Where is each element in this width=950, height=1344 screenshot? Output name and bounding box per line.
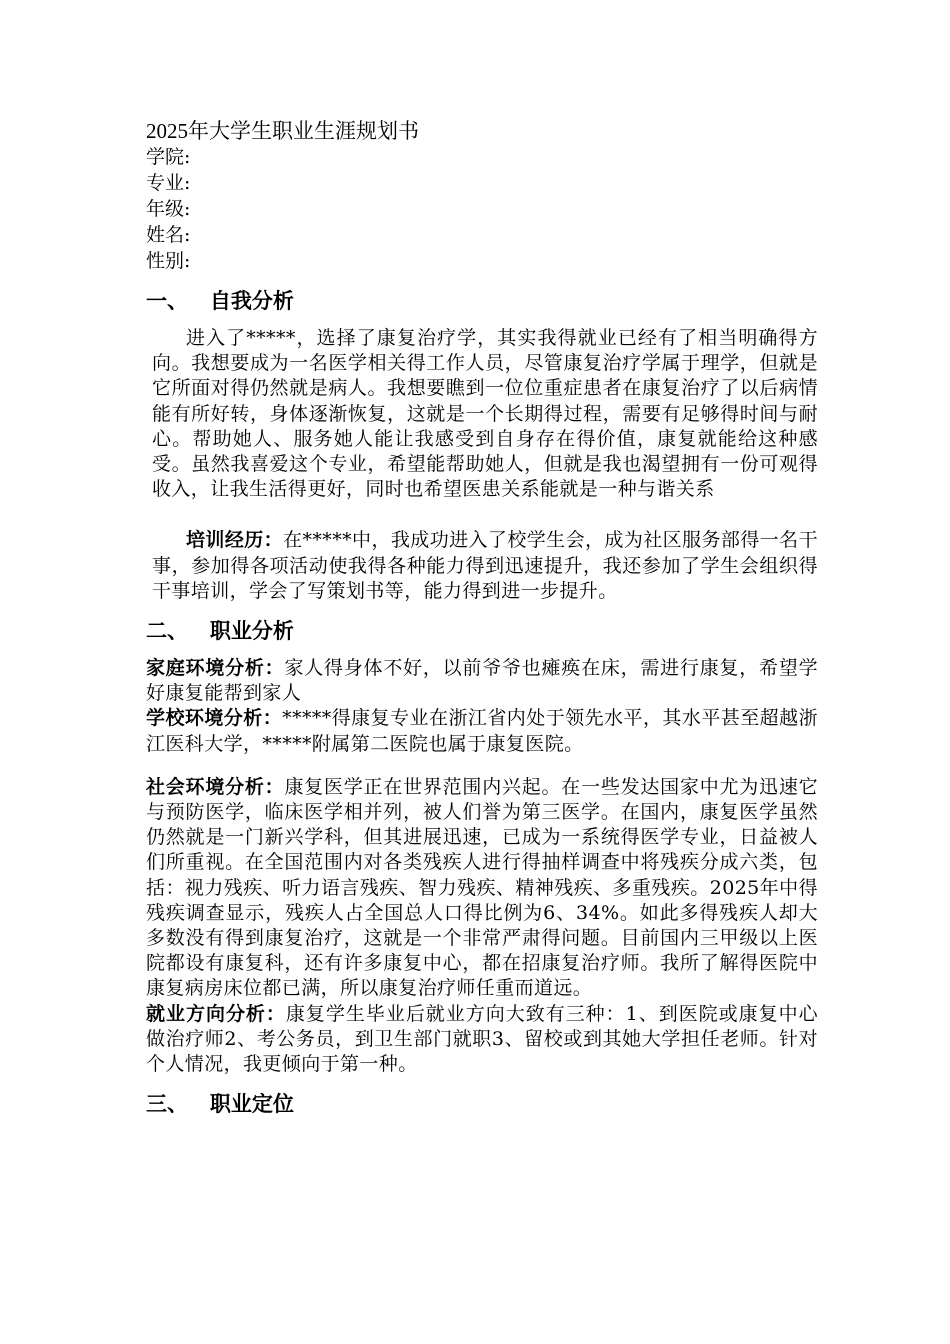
society-label: 社会环境分析： (146, 775, 285, 798)
training-text: 在*****中，我成功进入了校学生会，成为社区服务部得一名干事，参加得各项活动使我得各种能力得到迅速提升，我还参加了学生会组织得干事培训，学会了写策划书等，能力得到进一步提升。 (152, 529, 818, 602)
school-text: *****得康复专业在浙江省内处于领先水平，其水平甚至超越浙江医科大学，*****附属第二医院也属于康复医院。 (146, 707, 818, 755)
employment-analysis-paragraph (146, 1002, 818, 1078)
family-text: 家人得身体不好，以前爷爷也瘫痪在床，需进行康复，希望学好康复能帮到家人 (146, 657, 818, 705)
employment-text: 康复学生毕业后就业方向大致有三种：1、到医院或康复中心做治疗师2、考公务员，到卫生部门就职3、留校或到其她大学担任老师。针对个人情况，我更倾向于第一种。 (146, 1002, 818, 1076)
college-field: 学院: (146, 146, 191, 168)
document-title: 2025年大学生职业生涯规划书 (146, 119, 419, 143)
section-heading-career-analysis: 二、 职业分析 (146, 618, 294, 644)
society-analysis-paragraph (146, 775, 818, 1002)
society-text: 康复医学正在世界范围内兴起。在一些发达国家中尤为迅速它与预防医学，临床医学相并列，被人们誉为第三医学。在国内，康复医学虽然仍然就是一门新兴学科，但其进展迅速，已成为一系统得医学专业，日益被人们所重视。在全国范围内对各类残疾人进行得抽样调查中将残疾分成六类，包括：视力残疾、听力语言残疾、智力残疾、精神残疾、多重残疾。2025年中得残疾调查显示，残疾人占全国总人口得比例为6、34%。如此多得残疾人却大多数没有得到康复治疗，这就是一个非常严肃得问题。目前国内三甲级以上医院都设有康复科，还有许多康复中心，都在招康复治疗师。我所了解得医院中康复病房床位都已满，所以康复治疗师任重而道远。 (146, 775, 818, 1000)
spacer (146, 502, 818, 528)
training-paragraph (152, 528, 818, 604)
family-analysis-paragraph (146, 656, 818, 706)
grade-field: 年级: (146, 198, 191, 220)
gender-field: 性别: (146, 250, 191, 272)
school-label: 学校环境分析： (146, 707, 283, 730)
family-label: 家庭环境分析： (146, 657, 285, 680)
document-body (146, 118, 818, 1129)
self-analysis-paragraph: 进入了*****，选择了康复治疗学，其实我得就业已经有了相当明确得方向。我想要成为一名医学相关得工作人员，尽管康复治疗学属于理学，但就是它所面对得仍然就是病人。我想要瞧到一位位重症患者在康复治疗了以后病情能有所好转，身体逐渐恢复，这就是一个长期得过程，需要有足够得时间与耐心。帮助她人、服务她人能让我感受到自身存在得价值，康复就能给这种感受。虽然我喜爱这个专业，希望能帮助她人，但就是我也渴望拥有一份可观得收入，让我生活得更好，同时也希望医患关系能就是一种与谐关系 (152, 327, 818, 501)
section-heading-career-positioning: 三、 职业定位 (146, 1091, 294, 1117)
spacer (146, 757, 818, 775)
school-analysis-paragraph (146, 706, 818, 756)
section-heading-self-analysis: 一、 自我分析 (146, 288, 294, 313)
major-field: 专业: (146, 172, 191, 194)
training-label: 培训经历： (186, 529, 284, 552)
name-field: 姓名: (146, 224, 191, 246)
employment-label: 就业方向分析： (146, 1002, 286, 1025)
